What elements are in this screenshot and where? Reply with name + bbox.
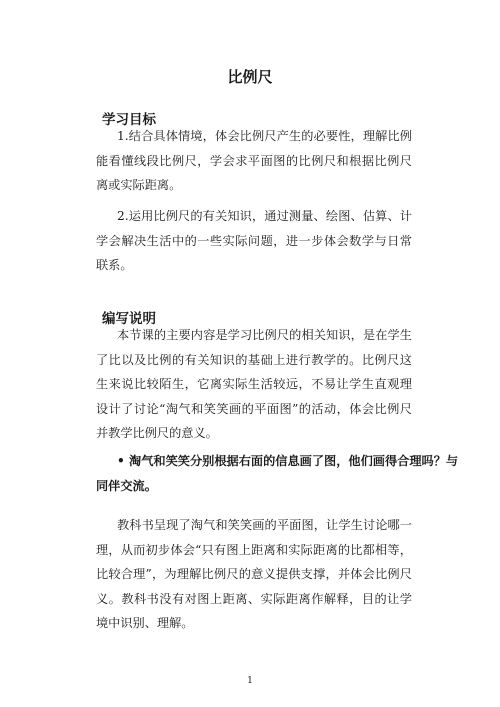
bullet-line: • 淘气和笑笑分别根据右面的信息画了图，他们画得合理吗？与 [117, 454, 459, 468]
text-line: 比较合理”，为理解比例尺的意义提供支撑，并体会比例尺 [96, 567, 412, 581]
text-line: 离或实际距离。 [96, 178, 182, 192]
text-line: 教科书呈现了淘气和笑笑画的平面图，让学生讨论哪一 [117, 518, 412, 532]
text-line: 生来说比较陌生，它离实际生活较远，不易让学生直观理 [96, 377, 412, 391]
text-line: 联系。 [96, 258, 133, 272]
notes-paragraph-2 [96, 513, 412, 636]
text-line: 能看懂线段比例尺，学会求平面图的比例尺和根据比例尺 [96, 153, 412, 168]
section-heading-objectives: 学习目标 [102, 112, 156, 128]
bullet-question [96, 449, 459, 498]
text-line: 学会解决生活中的一些实际问题，进一步体会数学与日常 [96, 233, 412, 248]
text-line: 1.结合具体情境，体会比例尺产生的必要性，理解比例 [117, 129, 412, 143]
page-number: 1 [247, 676, 253, 686]
bullet-line: 同伴交流。 [96, 478, 157, 493]
objectives-paragraph-1 [96, 124, 412, 198]
text-line: 并教学比例尺的意义。 [96, 426, 218, 440]
notes-paragraph-1 [96, 323, 412, 446]
text-line: 本节课的主要内容是学习比例尺的相关知识，是在学生 [117, 328, 412, 342]
text-line: 设计了讨论“淘气和笑笑画的平面图”的活动，体会比例尺 [96, 401, 412, 416]
objectives-paragraph-2 [96, 204, 412, 278]
text-line: 义。教科书没有对图上距离、实际距离作解释，目的让学 [96, 591, 412, 606]
text-line: 2.运用比例尺的有关知识，通过测量、绘图、估算、计 [117, 209, 412, 223]
section-heading-notes: 编写说明 [102, 311, 156, 327]
text-line: 境中识别、理解。 [96, 616, 194, 630]
page-title: 比例尺 [227, 68, 273, 86]
text-line: 理，从而初步体会“只有图上距离和实际距离的比都相等， [96, 542, 412, 557]
text-line: 了比以及比例的有关知识的基础上进行教学的。比例尺这 [96, 352, 412, 367]
